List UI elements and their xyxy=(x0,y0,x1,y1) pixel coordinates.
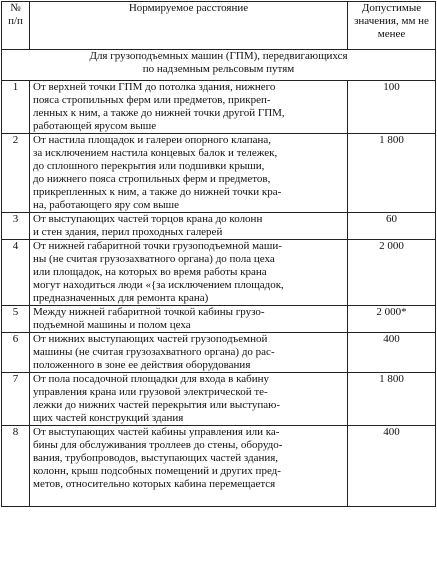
row-description: От выступающих частей торцов крана до колонн и стен здания, перил проходных галерей xyxy=(30,213,348,240)
row-number: 7 xyxy=(2,373,30,426)
row-description: Между нижней габаритной точкой кабины грузо- подъемной машины и полом цеха xyxy=(30,306,348,333)
row-value: 100 xyxy=(348,81,436,134)
table-row xyxy=(2,134,436,213)
row-value: 1 800 xyxy=(348,134,436,213)
row-description: От нижней габаритной точки грузоподъемной маши- ны (не считая грузозахватного органа) до пола цеха или площадок, на которых во время работы крана могут находиться люди «{за исключением площадок, предназначенных для ремонта крана) xyxy=(30,240,348,306)
table-row xyxy=(2,213,436,240)
table-row xyxy=(2,373,436,426)
row-value: 2 000* xyxy=(348,306,436,333)
row-value: 400 xyxy=(348,333,436,373)
table-row xyxy=(2,426,436,507)
section-title: Для грузоподъемных машин (ГПМ), передвигающихся по надземным рельсовым путям xyxy=(2,50,436,81)
table-header-row xyxy=(2,2,436,50)
row-number: 6 xyxy=(2,333,30,373)
table-row xyxy=(2,81,436,134)
row-description: От нижних выступающих частей грузоподъемной машины (не считая грузозахватного органа) до рас- положенного в зоне ее действия оборудования xyxy=(30,333,348,373)
table-row xyxy=(2,333,436,373)
row-number: 3 xyxy=(2,213,30,240)
row-number: 8 xyxy=(2,426,30,507)
header-description: Нормируемое расстояние xyxy=(30,2,348,50)
row-value: 1 800 xyxy=(348,373,436,426)
header-number: № п/п xyxy=(2,2,30,50)
row-description: От настила площадок и галереи опорного клапана, за исключением настила концевых балок и тележек, до сплошного перекрытия или подшивки крыши, до нижнего пояса стропильных ферм и предметов, прикрепленных к ним, а также до нижней точки кра- на, работающего яру сом выше xyxy=(30,134,348,213)
row-description: От выступающих частей кабины управления или ка- бины для обслуживания троллеев до стены, оборудо- вания, трубопроводов, выступающих частей здания, колонн, крыш подсобных помещений и других пред- метов, относительно которых кабина перемещается xyxy=(30,426,348,507)
table-row xyxy=(2,306,436,333)
section-row xyxy=(2,50,436,81)
table-row xyxy=(2,240,436,306)
row-description: От пола посадочной площадки для входа в кабину управления крана или грузовой электрической те- лежки до нижних частей перекрытия или выступаю- щих частей конструкций здания xyxy=(30,373,348,426)
row-value: 60 xyxy=(348,213,436,240)
row-number: 5 xyxy=(2,306,30,333)
header-value: Допустимые значения, мм не менее xyxy=(348,2,436,50)
row-description: От верхней точки ГПМ до потолка здания, нижнего пояса стропильных ферм или предметов, прикреп- ленных к ним, а также до нижней точки другой ГПМ, работающей ярусом выше xyxy=(30,81,348,134)
row-number: 4 xyxy=(2,240,30,306)
row-number: 2 xyxy=(2,134,30,213)
row-value: 400 xyxy=(348,426,436,507)
row-number: 1 xyxy=(2,81,30,134)
norms-table xyxy=(1,1,436,507)
row-value: 2 000 xyxy=(348,240,436,306)
